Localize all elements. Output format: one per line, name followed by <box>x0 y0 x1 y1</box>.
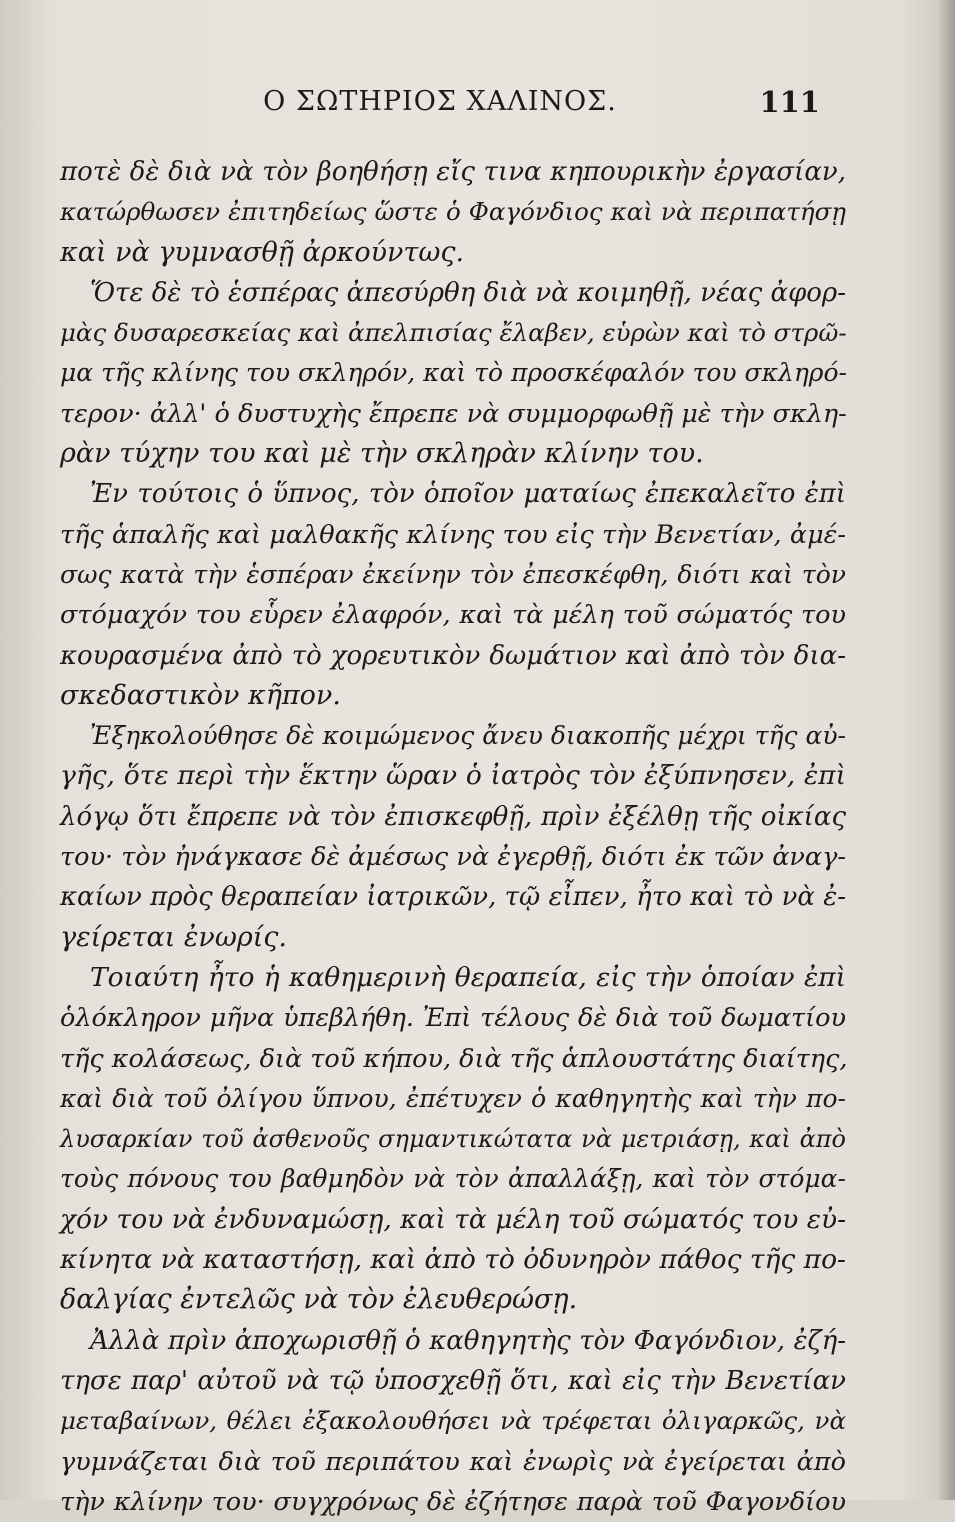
text-line: λόγῳ ὅτι ἔπρεπε νὰ τὸν ἐπισκεφθῇ, πρὶν ἐξέλθῃ τῆς οἰκίας <box>60 801 846 832</box>
text-line: τῆς ἁπαλῆς καὶ μαλθακῆς κλίνης του εἰς τὴν Βενετίαν, ἀμέ- <box>60 519 846 550</box>
text-line: τερον· ἀλλ' ὁ δυστυχὴς ἔπρεπε νὰ συμμορφωθῇ μὲ τὴν σκλη- <box>60 398 847 429</box>
text-line: λυσαρκίαν τοῦ ἀσθενοῦς σημαντικώτατα νὰ μετριάσῃ, καὶ ἀπὸ <box>60 1125 846 1154</box>
text-line: σως κατὰ τὴν ἑσπέραν ἐκείνην τὸν ἐπεσκέφθη, διότι καὶ τὸν <box>60 559 846 589</box>
text-line: Ὅτε δὲ τὸ ἑσπέρας ἀπεσύρθη διὰ νὰ κοιμηθῇ, νέας ἀφορ- <box>90 277 846 308</box>
text-line: στόμαχόν του εὗρεν ἐλαφρόν, καὶ τὰ μέλη τοῦ σώματός του <box>60 600 846 631</box>
page-spine-shadow <box>937 0 955 1500</box>
text-line: γυμνάζεται διὰ τοῦ περιπάτου καὶ ἐνωρὶς νὰ ἐγείρεται ἀπὸ <box>60 1446 846 1477</box>
text-line: γῆς, ὅτε περὶ τὴν ἕκτην ὥραν ὁ ἰατρὸς τὸν ἐξύπνησεν, ἐπὶ <box>60 760 846 792</box>
text-line: τῆς κολάσεως, διὰ τοῦ κήπου, διὰ τῆς ἁπλουστάτης διαίτης, <box>60 1043 848 1074</box>
text-line: χόν του νὰ ἐνδυναμώσῃ, καὶ τὰ μέλη τοῦ σώματός του εὐ- <box>60 1203 847 1235</box>
text-line: Ἀλλὰ πρὶν ἀποχωρισθῇ ὁ καθηγητὴς τὸν Φαγόνδιον, ἐζή- <box>90 1325 846 1356</box>
text-line: τησε παρ' αὐτοῦ νὰ τῷ ὑποσχεθῇ ὅτι, καὶ εἰς τὴν Βενετίαν <box>60 1365 846 1396</box>
text-line: μὰς δυσαρεσκείας καὶ ἀπελπισίας ἔλαβεν, εὑρὼν καὶ τὸ στρῶ- <box>60 318 847 348</box>
body-text <box>60 152 846 1522</box>
text-line: ὁλόκληρον μῆνα ὑπεβλήθη. Ἐπὶ τέλους δὲ διὰ τοῦ δωματίου <box>60 1003 846 1034</box>
text-line: κουρασμένα ἀπὸ τὸ χορευτικὸν δωμάτιον καὶ ἀπὸ τὸν δια- <box>60 640 846 671</box>
text-line: γείρεται ἐνωρίς. <box>60 921 287 953</box>
text-line: κατώρθωσεν ἐπιτηδείως ὥστε ὁ Φαγόνδιος καὶ νὰ περιπατήσῃ <box>60 197 846 227</box>
text-line: δαλγίας ἐντελῶς νὰ τὸν ἐλευθερώσῃ. <box>60 1284 578 1316</box>
text-line: Ἐξηκολούθησε δὲ κοιμώμενος ἄνευ διακοπῆς μέχρι τῆς αὐ- <box>90 721 846 751</box>
text-line: σκεδαστικὸν κῆπον. <box>60 679 341 711</box>
text-line: ρὰν τύχην του καὶ μὲ τὴν σκληρὰν κλίνην του. <box>60 438 704 470</box>
text-line: τὴν κλίνην του· συγχρόνως δὲ ἐζήτησε παρὰ τοῦ Φαγονδίου <box>60 1486 846 1517</box>
text-line: καὶ νὰ γυμνασθῇ ἀρκούντως. <box>60 236 465 268</box>
running-title: Ο ΣΩΤΗΡΙΟΣ ΧΑΛΙΝΟΣ. <box>263 86 617 117</box>
text-line: ποτὲ δὲ διὰ νὰ τὸν βοηθήσῃ εἴς τινα κηπουρικὴν ἐργασίαν, <box>60 157 846 187</box>
text-line: Τοιαύτη ἦτο ἡ καθημερινὴ θεραπεία, εἰς τὴν ὁποίαν ἐπὶ <box>90 961 846 993</box>
text-line: κίνητα νὰ καταστήσῃ, καὶ ἀπὸ τὸ ὀδυνηρὸν πάθος τῆς πο- <box>60 1244 846 1276</box>
text-line: τοὺς πόνους του βαθμηδὸν νὰ τὸν ἀπαλλάξῃ, καὶ τὸν στόμα- <box>60 1164 846 1194</box>
page-number: 111 <box>759 85 820 119</box>
text-line: καίων πρὸς θεραπείαν ἰατρικῶν, τῷ εἶπεν, ἦτο καὶ τὸ νὰ ἐ- <box>60 882 846 913</box>
text-line: μα τῆς κλίνης του σκληρόν, καὶ τὸ προσκέφαλόν του σκληρό- <box>60 358 847 388</box>
page-header <box>60 82 820 122</box>
text-line: του· τὸν ἠνάγκασε δὲ ἀμέσως νὰ ἐγερθῇ, διότι ἐκ τῶν ἀναγ- <box>60 842 846 873</box>
text-line: Ἐν τούτοις ὁ ὕπνος, τὸν ὁποῖον ματαίως ἐπεκαλεῖτο ἐπὶ <box>90 479 846 510</box>
text-line: καὶ διὰ τοῦ ὀλίγου ὕπνου, ἐπέτυχεν ὁ καθηγητὴς καὶ τὴν πο- <box>60 1083 846 1113</box>
text-line: μεταβαίνων, θέλει ἐξακολουθήσει νὰ τρέφεται ὀλιγαρκῶς, νὰ <box>60 1406 846 1436</box>
